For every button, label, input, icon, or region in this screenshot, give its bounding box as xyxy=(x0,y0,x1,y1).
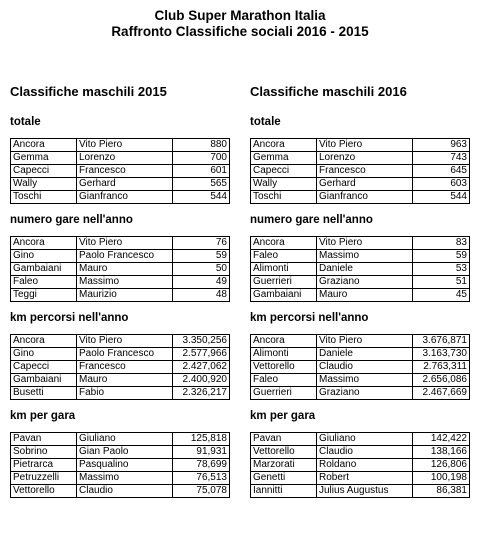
table-row xyxy=(251,459,470,472)
value-cell: 48 xyxy=(173,289,230,302)
first-name-cell: Gerhard xyxy=(317,178,413,191)
first-name-cell: Paolo Francesco xyxy=(77,250,173,263)
club-name: Club Super Marathon Italia xyxy=(154,8,326,23)
first-name-cell: Mauro xyxy=(77,263,173,276)
last-name-cell: Vettorello xyxy=(251,446,317,459)
table-row xyxy=(251,348,470,361)
value-cell: 142,422 xyxy=(413,433,470,446)
first-name-cell: Giuliano xyxy=(317,433,413,446)
section-title-km-per-gara: km per gara xyxy=(250,410,316,422)
value-cell: 86,381 xyxy=(413,485,470,498)
ranking-table-km-percorsi xyxy=(250,334,470,400)
table-row xyxy=(11,237,230,250)
section-title-km-percorsi: km percorsi nell'anno xyxy=(250,312,369,324)
first-name-cell: Lorenzo xyxy=(317,152,413,165)
ranking-table-totale xyxy=(10,138,230,204)
last-name-cell: Guerrieri xyxy=(251,276,317,289)
value-cell: 100,198 xyxy=(413,472,470,485)
first-name-cell: Giuliano xyxy=(77,433,173,446)
column-title: Classifiche maschili 2015 xyxy=(10,84,167,99)
last-name-cell: Ancora xyxy=(251,335,317,348)
value-cell: 59 xyxy=(173,250,230,263)
value-cell: 3.350,256 xyxy=(173,335,230,348)
table-row xyxy=(251,433,470,446)
last-name-cell: Toschi xyxy=(251,191,317,204)
value-cell: 2.427,062 xyxy=(173,361,230,374)
last-name-cell: Gambaiani xyxy=(11,374,77,387)
table-row xyxy=(251,485,470,498)
first-name-cell: Vito Piero xyxy=(77,139,173,152)
value-cell: 126,806 xyxy=(413,459,470,472)
table-row xyxy=(251,191,470,204)
table-row xyxy=(251,250,470,263)
table-row xyxy=(11,459,230,472)
value-cell: 138,166 xyxy=(413,446,470,459)
ranking-table-km-per-gara xyxy=(250,432,470,498)
last-name-cell: Faleo xyxy=(251,250,317,263)
table-row xyxy=(251,139,470,152)
first-name-cell: Gian Paolo xyxy=(77,446,173,459)
first-name-cell: Lorenzo xyxy=(77,152,173,165)
value-cell: 51 xyxy=(413,276,470,289)
last-name-cell: Iannitti xyxy=(251,485,317,498)
last-name-cell: Ancora xyxy=(11,139,77,152)
value-cell: 603 xyxy=(413,178,470,191)
value-cell: 125,818 xyxy=(173,433,230,446)
last-name-cell: Gemma xyxy=(251,152,317,165)
table-row xyxy=(11,433,230,446)
last-name-cell: Vettorello xyxy=(11,485,77,498)
value-cell: 83 xyxy=(413,237,470,250)
column-title: Classifiche maschili 2016 xyxy=(250,84,407,99)
value-cell: 544 xyxy=(173,191,230,204)
value-cell: 78,699 xyxy=(173,459,230,472)
last-name-cell: Gambaiani xyxy=(251,289,317,302)
first-name-cell: Mauro xyxy=(77,374,173,387)
first-name-cell: Vito Piero xyxy=(317,335,413,348)
last-name-cell: Guerrieri xyxy=(251,387,317,400)
value-cell: 2.400,920 xyxy=(173,374,230,387)
last-name-cell: Alimonti xyxy=(251,348,317,361)
table-row xyxy=(251,289,470,302)
value-cell: 75,078 xyxy=(173,485,230,498)
last-name-cell: Pietrarca xyxy=(11,459,77,472)
table-row xyxy=(251,374,470,387)
value-cell: 2.656,086 xyxy=(413,374,470,387)
first-name-cell: Gianfranco xyxy=(317,191,413,204)
ranking-table-km-percorsi xyxy=(10,334,230,400)
last-name-cell: Ancora xyxy=(11,237,77,250)
table-row xyxy=(11,139,230,152)
last-name-cell: Wally xyxy=(251,178,317,191)
table-row xyxy=(11,152,230,165)
first-name-cell: Francesco xyxy=(317,165,413,178)
last-name-cell: Capecci xyxy=(11,165,77,178)
table-row xyxy=(251,276,470,289)
column-2015 xyxy=(10,84,230,506)
first-name-cell: Claudio xyxy=(317,446,413,459)
last-name-cell: Ancora xyxy=(251,139,317,152)
value-cell: 50 xyxy=(173,263,230,276)
table-row xyxy=(251,152,470,165)
last-name-cell: Wally xyxy=(11,178,77,191)
column-2016 xyxy=(250,84,470,506)
last-name-cell: Petruzzelli xyxy=(11,472,77,485)
value-cell: 2.326,217 xyxy=(173,387,230,400)
last-name-cell: Pavan xyxy=(251,433,317,446)
table-row xyxy=(11,276,230,289)
table-row xyxy=(251,361,470,374)
last-name-cell: Teggi xyxy=(11,289,77,302)
first-name-cell: Mauro xyxy=(317,289,413,302)
table-row xyxy=(11,178,230,191)
value-cell: 59 xyxy=(413,250,470,263)
first-name-cell: Massimo xyxy=(77,472,173,485)
table-row xyxy=(251,178,470,191)
last-name-cell: Gino xyxy=(11,348,77,361)
first-name-cell: Massimo xyxy=(317,374,413,387)
first-name-cell: Graziano xyxy=(317,276,413,289)
value-cell: 76,513 xyxy=(173,472,230,485)
last-name-cell: Genetti xyxy=(251,472,317,485)
value-cell: 565 xyxy=(173,178,230,191)
first-name-cell: Julius Augustus xyxy=(317,485,413,498)
document-header xyxy=(0,8,480,40)
ranking-table-km-per-gara xyxy=(10,432,230,498)
ranking-table-numero-gare xyxy=(250,236,470,302)
first-name-cell: Daniele xyxy=(317,348,413,361)
table-row xyxy=(11,335,230,348)
document-title: Raffronto Classifiche sociali 2016 - 2015 xyxy=(111,24,369,39)
table-row xyxy=(11,374,230,387)
table-row xyxy=(11,387,230,400)
value-cell: 53 xyxy=(413,263,470,276)
value-cell: 91,931 xyxy=(173,446,230,459)
first-name-cell: Francesco xyxy=(77,165,173,178)
last-name-cell: Capecci xyxy=(251,165,317,178)
table-row xyxy=(11,361,230,374)
table-row xyxy=(11,165,230,178)
first-name-cell: Maurizio xyxy=(77,289,173,302)
last-name-cell: Sobrino xyxy=(11,446,77,459)
table-row xyxy=(251,472,470,485)
section-title-totale: totale xyxy=(10,116,41,128)
value-cell: 2.763,311 xyxy=(413,361,470,374)
value-cell: 700 xyxy=(173,152,230,165)
value-cell: 76 xyxy=(173,237,230,250)
ranking-table-numero-gare xyxy=(10,236,230,302)
last-name-cell: Toschi xyxy=(11,191,77,204)
table-row xyxy=(11,250,230,263)
last-name-cell: Gambaiani xyxy=(11,263,77,276)
first-name-cell: Vito Piero xyxy=(77,335,173,348)
table-row xyxy=(251,237,470,250)
last-name-cell: Faleo xyxy=(251,374,317,387)
first-name-cell: Gianfranco xyxy=(77,191,173,204)
table-row xyxy=(11,289,230,302)
section-title-numero-gare: numero gare nell'anno xyxy=(10,214,133,226)
table-row xyxy=(251,263,470,276)
value-cell: 880 xyxy=(173,139,230,152)
first-name-cell: Vito Piero xyxy=(317,139,413,152)
section-title-numero-gare: numero gare nell'anno xyxy=(250,214,373,226)
first-name-cell: Massimo xyxy=(317,250,413,263)
last-name-cell: Busetti xyxy=(11,387,77,400)
value-cell: 544 xyxy=(413,191,470,204)
ranking-table-totale xyxy=(250,138,470,204)
table-row xyxy=(11,485,230,498)
value-cell: 645 xyxy=(413,165,470,178)
first-name-cell: Graziano xyxy=(317,387,413,400)
last-name-cell: Pavan xyxy=(11,433,77,446)
first-name-cell: Claudio xyxy=(317,361,413,374)
table-row xyxy=(251,446,470,459)
first-name-cell: Fabio xyxy=(77,387,173,400)
last-name-cell: Ancora xyxy=(251,237,317,250)
table-row xyxy=(11,446,230,459)
first-name-cell: Vito Piero xyxy=(317,237,413,250)
table-row xyxy=(251,335,470,348)
value-cell: 3.676,871 xyxy=(413,335,470,348)
last-name-cell: Gino xyxy=(11,250,77,263)
section-title-km-per-gara: km per gara xyxy=(10,410,76,422)
section-title-totale: totale xyxy=(250,116,281,128)
last-name-cell: Gemma xyxy=(11,152,77,165)
section-title-km-percorsi: km percorsi nell'anno xyxy=(10,312,129,324)
first-name-cell: Daniele xyxy=(317,263,413,276)
last-name-cell: Capecci xyxy=(11,361,77,374)
first-name-cell: Claudio xyxy=(77,485,173,498)
first-name-cell: Robert xyxy=(317,472,413,485)
value-cell: 3.163,730 xyxy=(413,348,470,361)
value-cell: 2.467,669 xyxy=(413,387,470,400)
last-name-cell: Faleo xyxy=(11,276,77,289)
first-name-cell: Pasqualino xyxy=(77,459,173,472)
last-name-cell: Ancora xyxy=(11,335,77,348)
table-row xyxy=(11,263,230,276)
value-cell: 963 xyxy=(413,139,470,152)
value-cell: 743 xyxy=(413,152,470,165)
table-row xyxy=(251,387,470,400)
first-name-cell: Vito Piero xyxy=(77,237,173,250)
first-name-cell: Massimo xyxy=(77,276,173,289)
last-name-cell: Alimonti xyxy=(251,263,317,276)
last-name-cell: Marzorati xyxy=(251,459,317,472)
first-name-cell: Roldano xyxy=(317,459,413,472)
first-name-cell: Francesco xyxy=(77,361,173,374)
first-name-cell: Gerhard xyxy=(77,178,173,191)
value-cell: 601 xyxy=(173,165,230,178)
table-row xyxy=(11,472,230,485)
value-cell: 49 xyxy=(173,276,230,289)
last-name-cell: Vettorello xyxy=(251,361,317,374)
table-row xyxy=(11,348,230,361)
value-cell: 2.577,966 xyxy=(173,348,230,361)
value-cell: 45 xyxy=(413,289,470,302)
first-name-cell: Paolo Francesco xyxy=(77,348,173,361)
table-row xyxy=(11,191,230,204)
table-row xyxy=(251,165,470,178)
